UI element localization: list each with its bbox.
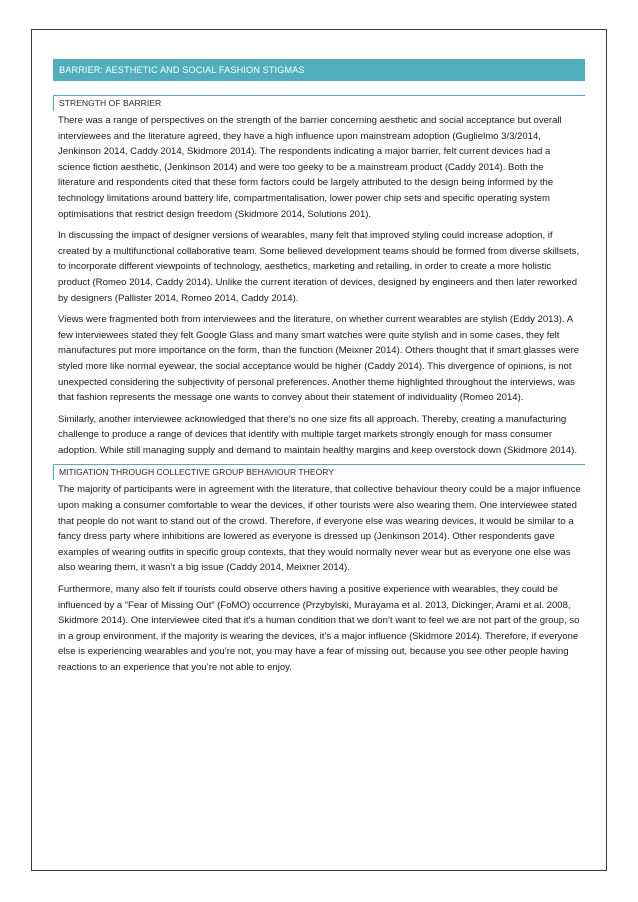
section-strength-of-barrier [53,95,585,458]
section-heading: STRENGTH OF BARRIER [53,95,585,111]
section-mitigation [53,464,585,675]
paragraph: Similarly, another interviewee acknowledged that there’s no one size fits all approach. Thereby, creating a manufacturing challenge to produce a range of devices that identify with multiple target markets strongly enough for mass consumer adoption. While still managing supply and demand to maintain healthy margins and keep overstock down (Skidmore 2014). [58,413,578,456]
paragraph: Furthermore, many also felt if tourists could observe others having a positive experience with wearables, they could be influenced by a “Fear of Missing Out” (FoMO) occurrence (Przybylski, Murayama et al. 2013, Dickinger, Arami et al. 2008, Skidmore 2014). One interviewee cited that it’s a human condition that we don’t want to feel we are not part of the group, so in a group environment, if the majority is wearing the devices, it’s a major influence (Skidmore 2014). Therefore, if everyone else is experiencing wearables and you’re not, you may have a fear of missing out, because you see other people having reactions to an experience that you’re not able to enjoy. [58,584,580,673]
paragraph: In discussing the impact of designer versions of wearables, many felt that improved styling could increase adoption, if created by a multifunctional collaborative team. Some believed development teams should be formed from diverse skillsets, to incorporate different viewpoints of technology, aesthetics, marketing and retailing, in order to create a more holistic product (Romeo 2014, Caddy 2014). Unlike the current iteration of devices, designed by engineers and then later reworked by designers (Pallister 2014, Romeo 2014, Caddy 2014). [58,230,580,304]
paragraph: Views were fragmented both from interviewees and the literature, on whether current wearables are stylish (Eddy 2013). A few interviewees stated they felt Google Glass and many smart watches were quite stylish and in some cases, they felt manufactures put more importance on the form, than the function (Meixner 2014). Others thought that if smart glasses were styled more like normal eyewear, the social acceptance would be higher (Caddy 2014). This divergence of opinions, is not unexpected considering the subjectivity of personal preferences. Another theme highlighted throughout the interviews, was that fashion represents the message one wants to convey about their statement of individuality (Romeo 2014). [58,314,580,404]
section-heading: MITIGATION THROUGH COLLECTIVE GROUP BEHAVIOUR THEORY [53,464,585,480]
paragraph: The majority of participants were in agreement with the literature, that collective behaviour theory could be a major influence upon making a consumer comfortable to wear the devices, if other tourists were also wearing them. One interviewee stated that people do not want to stand out of the crowd. Therefore, if everyone else was wearing devices, it would be similar to a fancy dress party where inhibitions are lowered as everyone is dressed up (Jenkinson 2014). Other respondents gave examples of wearing outfits in specific group contexts, that they would normally never wear but as everyone one else was also wearing them, it wasn’t a big issue (Caddy 2014, Meixner 2014). [58,484,581,574]
section-banner: BARRIER: AESTHETIC AND SOCIAL FASHION STIGMAS [53,59,585,81]
paragraph: There was a range of perspectives on the strength of the barrier concerning aesthetic and social acceptance but overall interviewees and the literature agreed, they have a high influence upon mainstream adoption (Guglielmo 3/3/2014, Jenkinson 2014, Caddy 2014, Skidmore 2014). The respondents indicating a major barrier, felt current devices had a science fiction aesthetic, (Jenkinson 2014) and were too geeky to be a mainstream product (Caddy 2014). Both the literature and respondents cited that these form factors could be largely attributed to the design being informed by the technology limitations around battery life, compartmentalisation, lower power chip sets and specific operating system optimisations that restrict design freedom (Skidmore 2014, Solutions 201). [58,115,562,220]
document-body [53,59,585,682]
